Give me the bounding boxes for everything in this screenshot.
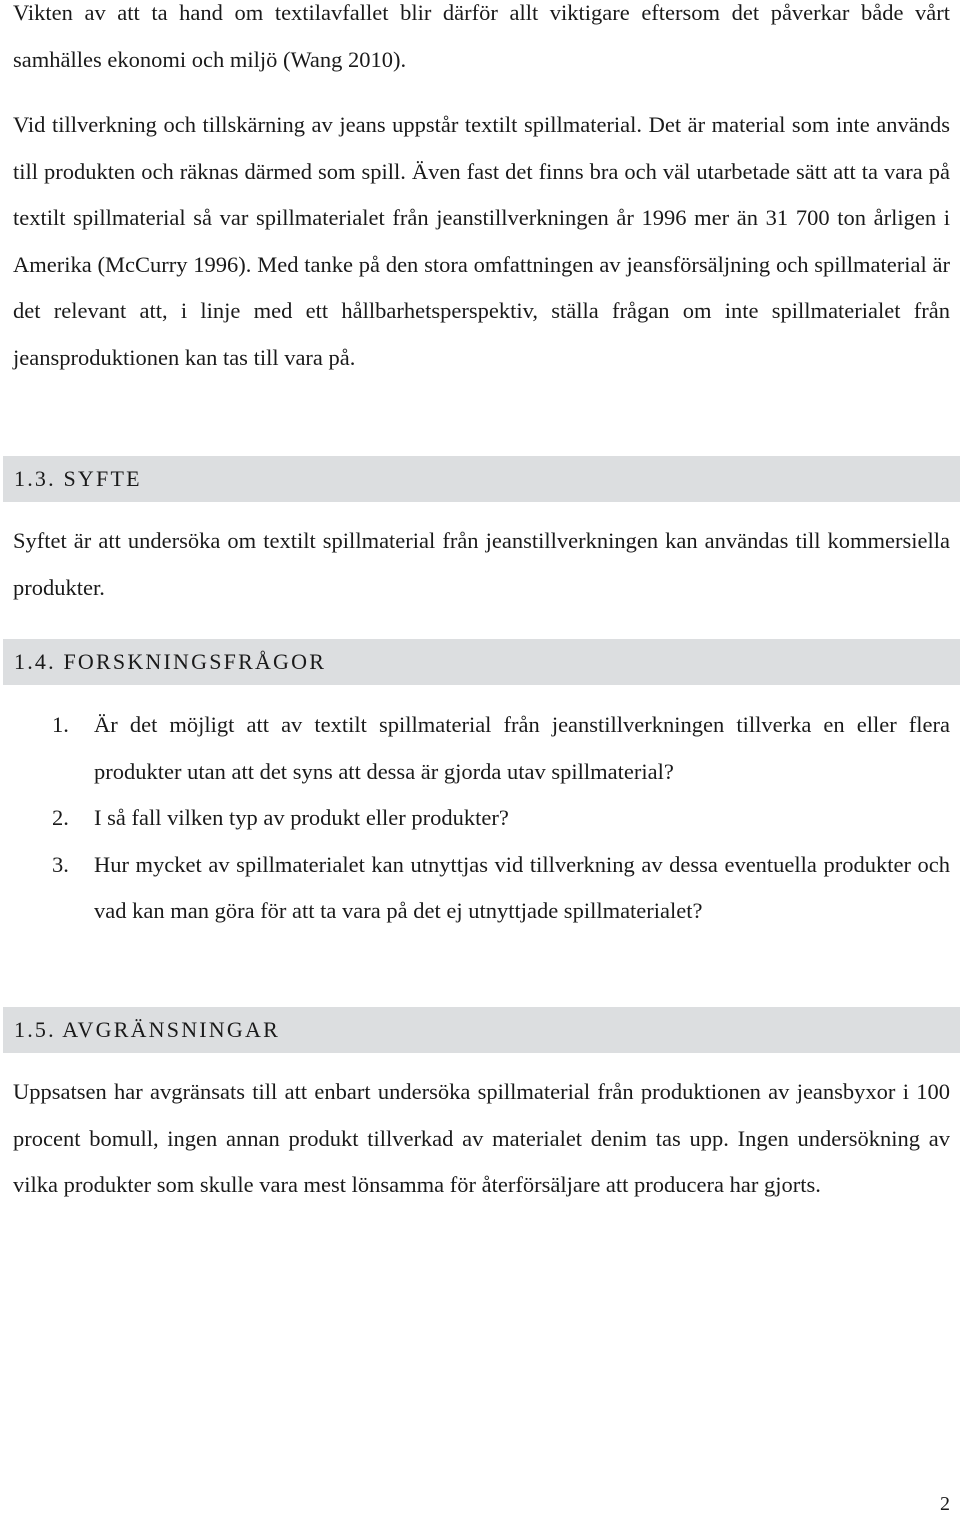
- list-item: [0, 702, 960, 795]
- section-heading-forskningsfragor-label: 1.4. FORSKNINGSFRÅGOR: [14, 649, 327, 674]
- intro-paragraph-1: Vikten av att ta hand om textilavfallet blir därför allt viktigare eftersom det påverkar både vårt samhälles ekonomi och miljö (Wang 2010).: [13, 0, 950, 72]
- section-heading-avgransningar: [3, 1007, 960, 1053]
- section-heading-syfte-label: 1.3. SYFTE: [14, 466, 142, 491]
- list-item-number: 3.: [52, 851, 69, 877]
- section-heading-forskningsfragor: [3, 639, 960, 685]
- syfte-paragraph: Syftet är att undersöka om textilt spillmaterial från jeanstillverkningen kan användas till kommersiella produkter.: [13, 528, 950, 600]
- list-item-text: I så fall vilken typ av produkt eller produkter?: [94, 805, 509, 830]
- page-number: 2: [940, 1493, 950, 1515]
- list-item-number: 1.: [52, 712, 69, 737]
- section-heading-syfte: [3, 456, 960, 502]
- list-item-text: Är det möjligt att av textilt spillmaterial från jeanstillverkningen tillverka en eller flera produkter utan att det syns att dessa är gjorda utav spillmaterial?: [94, 712, 950, 784]
- list-item: [0, 795, 960, 842]
- list-item-text: Hur mycket av spillmaterialet kan utnyttjas vid tillverkning av dessa eventuella produkter och vad kan man göra för att ta vara på det ej utnyttjade spillmaterialet?: [94, 851, 950, 923]
- list-item-number: 2.: [52, 805, 69, 830]
- research-questions-list: [0, 702, 960, 935]
- list-item: [0, 842, 960, 935]
- intro-paragraph-2: Vid tillverkning och tillskärning av jeans uppstår textilt spillmaterial. Det är material som inte används till produkten och räknas därmed som spill. Även fast det finns bra och väl utarbetade sätt att ta vara på textilt spillmaterial så var spillmaterialet från jeanstillverkningen år 1996 mer än 31 700 ton årligen i Amerika (McCurry 1996). Med tanke på den stora omfattningen av jeansförsäljning och spillmaterial är det relevant att, i linje med ett hållbarhetsperspektiv, ställa frågan om inte spillmaterialet från jeansproduktionen kan tas till vara på.: [13, 112, 950, 370]
- avgransningar-paragraph: Uppsatsen har avgränsats till att enbart undersöka spillmaterial från produktionen av jeansbyxor i 100 procent bomull, ingen annan produkt tillverkad av materialet denim tas upp. Ingen undersökning av vilka produkter som skulle vara mest lönsamma för återförsäljare att producera har gjorts.: [13, 1079, 950, 1197]
- section-heading-avgransningar-label: 1.5. AVGRÄNSNINGAR: [14, 1017, 280, 1042]
